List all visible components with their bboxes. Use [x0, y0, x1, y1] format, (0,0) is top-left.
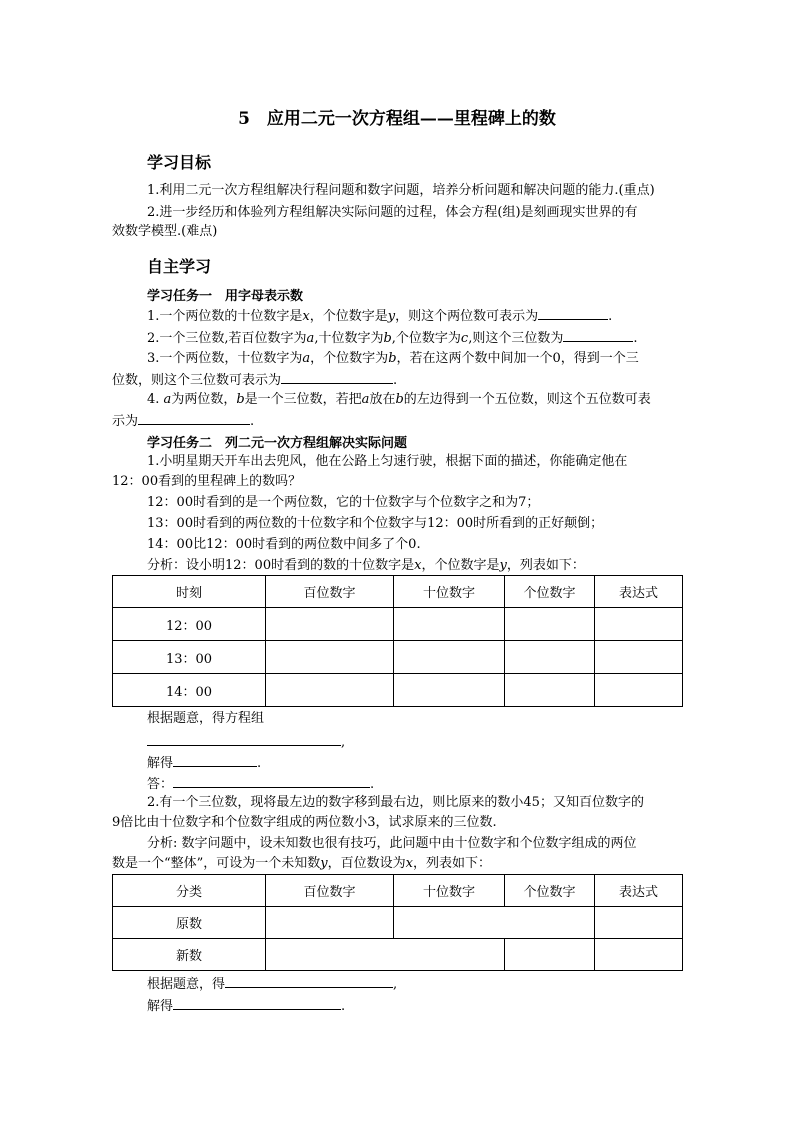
problem1-line3: 12：00时看到的是一个两位数，它的十位数字与个位数字之和为7； [147, 495, 540, 510]
table-header-cell: 百位数字 [266, 875, 394, 907]
table-header-cell: 十位数字 [394, 875, 505, 907]
row-label: 14：00 [113, 674, 266, 707]
answer-blank[interactable] [173, 995, 341, 1010]
after1-line4: 答： . [147, 773, 374, 795]
task2-heading: 学习任务二 列二元一次方程组解决实际问题 [147, 436, 408, 451]
section-goals-heading: 学习目标 [147, 153, 212, 172]
table-header-cell: 表达式 [595, 576, 683, 608]
table-1 [112, 575, 683, 707]
table-row [113, 939, 683, 971]
answer-blank[interactable] [147, 731, 341, 746]
table-row [113, 641, 683, 674]
problem1-line2: 12：00看到的里程碑上的数吗？ [112, 474, 302, 489]
blank-cell[interactable] [266, 608, 394, 641]
row-label: 原数 [113, 907, 266, 939]
answer-blank[interactable] [138, 410, 250, 425]
problem1-line1: 1.小明星期天开车出去兜风，他在公路上匀速行驶，根据下面的描述，你能确定他在 [147, 454, 628, 469]
analysis1: 分析：设小明12：00时看到的数的十位数字是x，个位数字是y，列表如下： [147, 558, 585, 573]
table-row [113, 608, 683, 641]
answer-blank[interactable] [281, 369, 393, 384]
analysis2-line1: 分析: 数字问题中，设未知数也很有技巧，此问题中由十位数字和个位数字组成的两位 [147, 836, 637, 851]
table-header-row [113, 576, 683, 608]
blank-cell[interactable] [266, 674, 394, 707]
blank-cell[interactable] [505, 939, 595, 971]
task1-heading: 学习任务一 用字母表示数 [147, 289, 304, 304]
blank-cell[interactable] [595, 907, 683, 939]
table-header-cell: 表达式 [595, 875, 683, 907]
task1-q3: 3.一个两位数，十位数字为a，个位数字为b，若在这两个数中间加一个0，得到一个三 [147, 351, 639, 366]
after1-line2: , [147, 731, 345, 753]
task1-q1: 1.一个两位数的十位数字是x，个位数字是y，则这个两位数可表示为 . [147, 305, 612, 327]
table-2 [112, 874, 683, 971]
after2-line2: 解得 . [147, 995, 345, 1017]
task1-q4: 4. a为两位数，b是一个三位数，若把a放在b的左边得到一个五位数，则这个五位数可表 [147, 392, 651, 407]
blank-cell[interactable] [595, 674, 683, 707]
task1-q2: 2.一个三位数,若百位数字为a,十位数字为b,个位数字为c,则这个三位数为 . [147, 327, 637, 349]
table-header-cell: 分类 [113, 875, 266, 907]
after1-line3: 解得 . [147, 752, 261, 774]
table-row [113, 674, 683, 707]
answer-blank[interactable] [563, 327, 633, 342]
table-row [113, 907, 683, 939]
answer-blank[interactable] [173, 773, 370, 788]
task1-q3-cont: 位数，则这个三位数可表示为 . [112, 369, 397, 391]
blank-cell[interactable] [266, 907, 394, 939]
blank-cell[interactable] [394, 674, 505, 707]
answer-blank[interactable] [225, 973, 393, 988]
answer-blank[interactable] [173, 752, 257, 767]
blank-cell[interactable] [266, 939, 505, 971]
goal-2-cont: 效数学模型.(难点) [112, 224, 218, 239]
blank-cell[interactable] [394, 608, 505, 641]
goal-2: 2.进一步经历和体验列方程组解决实际问题的过程，体会方程(组)是刻画现实世界的有 [147, 205, 638, 220]
goal-1: 1.利用二元一次方程组解决行程问题和数字问题，培养分析问题和解决问题的能力.(重点) [147, 183, 655, 198]
problem1-line4: 13：00时看到的两位数的十位数字和个位数字与12：00时所看到的正好颠倒； [147, 516, 604, 531]
table-header-cell: 十位数字 [394, 576, 505, 608]
blank-cell[interactable] [595, 939, 683, 971]
blank-cell[interactable] [394, 907, 595, 939]
table-header-row [113, 875, 683, 907]
table-header-cell: 百位数字 [266, 576, 394, 608]
blank-cell[interactable] [266, 641, 394, 674]
row-label: 12：00 [113, 608, 266, 641]
blank-cell[interactable] [595, 641, 683, 674]
blank-cell[interactable] [505, 674, 595, 707]
after1-line1: 根据题意，得方程组 [147, 711, 265, 726]
table-header-cell: 个位数字 [505, 875, 595, 907]
table-header-cell: 时刻 [113, 576, 266, 608]
row-label: 新数 [113, 939, 266, 971]
row-label: 13：00 [113, 641, 266, 674]
page-title: 5 应用二元一次方程组——里程碑上的数 [238, 109, 556, 129]
after2-line1: 根据题意，得 , [147, 973, 397, 995]
blank-cell[interactable] [595, 608, 683, 641]
problem2-line2: 9倍比由十位数字和个位数字组成的两位数小3，试求原来的三位数. [112, 815, 497, 830]
section-self-study-heading: 自主学习 [147, 257, 212, 276]
task1-q4-cont: 示为 . [112, 410, 254, 432]
analysis2-line2: 数是一个“整体”，可设为一个未知数y，百位数设为x，列表如下： [112, 856, 492, 871]
answer-blank[interactable] [538, 305, 608, 320]
problem1-line5: 14：00比12：00时看到的两位数中间多了个0. [147, 537, 421, 552]
problem2-line1: 2.有一个三位数，现将最左边的数字移到最右边，则比原来的数小45；又知百位数字的 [147, 795, 644, 810]
blank-cell[interactable] [505, 608, 595, 641]
blank-cell[interactable] [394, 641, 505, 674]
table-header-cell: 个位数字 [505, 576, 595, 608]
blank-cell[interactable] [505, 641, 595, 674]
